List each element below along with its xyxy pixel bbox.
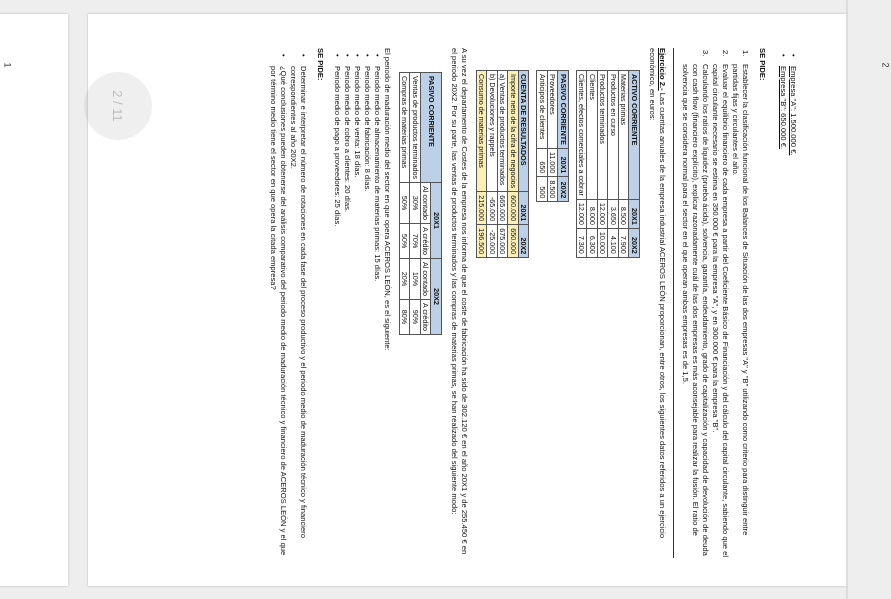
task-2: 2. Evaluar el equilibrio financiero de cada empresa a partir del Coeficiente Básico de Financiación y del cálculo del capital circulante, sabiendo que el capital circulante necesario se estima en 350.000 € para la empresa "A", y en 300.000 € para la empresa "B". bbox=[710, 50, 730, 558]
table-row: Anticipos de clientes 650 500 bbox=[537, 71, 548, 202]
page-number-2: 2 bbox=[880, 62, 891, 68]
bullet-empresa-b: • Empresa "B": 650.000 €. bbox=[778, 54, 788, 150]
table-row: Clientes, efectos comerciales a cobrar 12.000 7.300 bbox=[576, 71, 587, 258]
table-row: b) Devoluciones y rappels -65.000 -25.000 bbox=[487, 71, 498, 258]
table-row: Proveedores 11.000 8.500 bbox=[547, 71, 558, 202]
se-pide-heading-2: SE PIDE: bbox=[315, 48, 325, 81]
table-row: Clientes 8.000 6.300 bbox=[587, 71, 598, 258]
list-item: • Periodo medio de fabricación: 8 días. bbox=[362, 54, 372, 192]
ejercicio-2-intro: Ejercicio 2.- Las cuentas anuales de la empresa industrial ACEROS LEÓN proporcionan, entre otros, los siguientes datos referidos a un ejercicio económico, en euros: bbox=[647, 48, 667, 539]
task-1: 1. Establecer la clasificación funcional de los Balances de Situación de las dos empresas "A" y "B" utilizando como criterio para distinguir entre partidas fijas y circulantes el año. bbox=[730, 50, 750, 536]
list-item: • Periodo medio de cobro a clientes: 20 días. bbox=[342, 54, 352, 213]
table-row: Consumo de materias primas 215.000 196.500 bbox=[476, 71, 487, 258]
activo-corriente-table: ACTIVO CORRIENTE 20X1 20X2 Materias primas 8.500 7.900 Productos en curso 3.650 4.100 Productos terminados 12.000 10.000 Clientes 8.000 6.300 Clientes, efectos comerciales a cobrar 12.000 7.300 bbox=[576, 70, 640, 258]
costes-paragraph: A su vez el departamento de Costes de la empresa nos informa de que el coste de fabricación ha sido de 302.120 € en el año 20X1 y de 255.450 € en el periodo 20X2. Por su parte, las ventas de productos terminados y las compras de materias primas, se han realizado del siguiente modo: bbox=[449, 48, 469, 555]
table-row: Compras de materias primas 50% 50% 20% 80% bbox=[399, 73, 410, 335]
ventas-compras-table: PASIVO CORRIENTE 20X1 20X2 Al contado A crédito Al contado A crédito Ventas de productos terminados 30% 70% 10% 90% Compras de materias primas 50% 50% 20% 80% bbox=[399, 72, 442, 335]
table-row: Productos en curso 3.650 4.100 bbox=[608, 71, 619, 258]
table-row: Ventas de productos terminados 30% 70% 10% 90% bbox=[410, 73, 421, 335]
page-indicator-watermark: 2 / 11 bbox=[84, 72, 152, 140]
list-item: • Determinar e interpretar el número de rotaciones en cada fase del proceso productivo y el periodo medio de maduración técnico y financiero correspondientes al año 20X2. bbox=[288, 54, 308, 538]
page-1 bbox=[0, 14, 68, 586]
sector-intro: El periodo de maduración medio del sector en que opera ACEROS LEÓN, es el siguiente: bbox=[382, 48, 392, 351]
pasivo-corriente-table: PASIVO CORRIENTE 20X1 20X2 Proveedores 11.000 8.500 Anticipos de clientes 650 500 bbox=[536, 70, 569, 202]
rotated-page-content bbox=[108, 48, 798, 558]
scrollbar[interactable] bbox=[846, 0, 848, 599]
list-item: • Periodo medio de almacenamiento de materias primas: 15 días. bbox=[372, 54, 382, 282]
table-row: Materias primas 8.500 7.900 bbox=[618, 71, 629, 258]
bullet-empresa-a: • Empresa "A": 1.500.000 €. bbox=[789, 54, 798, 156]
list-item: • Periodo medio de venta: 18 días. bbox=[352, 54, 362, 178]
divider bbox=[673, 48, 674, 558]
table-row: Importe neto de la cifra de negocios 600.000 650.000 bbox=[508, 71, 519, 258]
list-item: • ¿Qué conclusiones pueden obtenerse del análisis comparativo del periodo medio de maduración técnico y financiero de ACEROS LEÓN y el que por término medio tiene el sector en que opera la citada empresa? bbox=[268, 54, 288, 556]
task-3: 3. Calculando los ratios de liquidez (prueba ácida), solvencia, garantía, endeudamiento, grado de capitalización y capacidad de devolución de deuda con cash flow (financiero explícito), explicar razonadamente cuál de las dos empresas es más aconsejable para realizar la fusión. El ratio de solvencia que se considera normal para el sector en el que operan ambas empresas es de 1,5. bbox=[680, 50, 710, 556]
table-row: a) Ventas de productos terminados 665.000 675.000 bbox=[497, 71, 508, 258]
page-number-1: 1 bbox=[2, 62, 13, 68]
se-pide-heading: SE PIDE: bbox=[757, 48, 767, 81]
table-row: Productos terminados 12.000 10.000 bbox=[597, 71, 608, 258]
cuenta-resultados-table: CUENTA DE RESULTADOS 20X1 20X2 Importe neto de la cifra de negocios 600.000 650.000 a) Ventas de productos terminados 665.000 675.000 b) Devoluciones y rappels -65.000 -25.000 Consumo de materias primas 215.000 196.500 bbox=[476, 70, 530, 258]
list-item: • Periodo medio de pago a proveedores: 25 días. bbox=[332, 54, 342, 227]
